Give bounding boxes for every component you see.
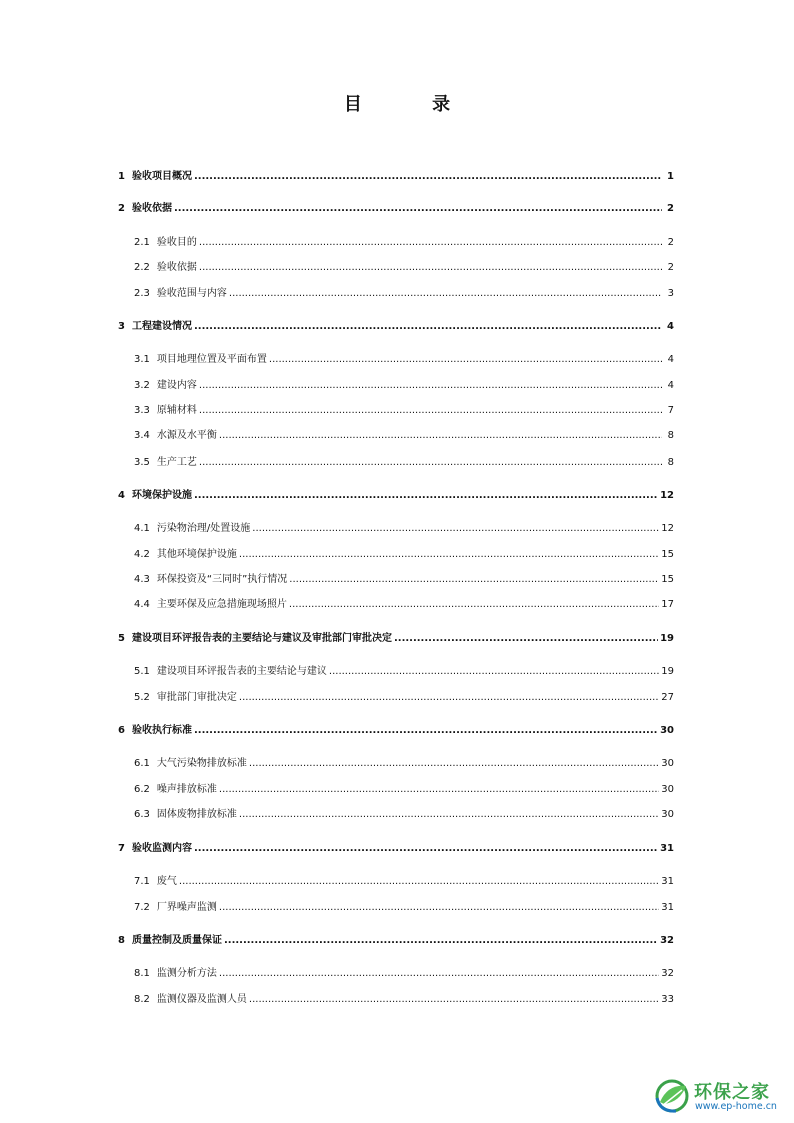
dot-leader [199, 456, 662, 468]
toc-entry-page: 15 [661, 574, 674, 585]
toc-entry-page: 2 [667, 203, 674, 214]
toc-entry-title: 验收项目概况 [131, 171, 192, 182]
toc-entry-number: 2.1 [134, 237, 150, 248]
toc-entry-page: 17 [661, 599, 674, 610]
toc-entry-title: 固体废物排放标准 [156, 809, 237, 820]
dot-leader [199, 379, 662, 391]
watermark-url: www.ep-home.cn [695, 1101, 777, 1112]
toc-entry-title: 监测分析方法 [156, 968, 217, 979]
toc-entry-title: 监测仪器及监测人员 [156, 994, 247, 1005]
toc-entry-title: 水源及水平衡 [156, 430, 217, 441]
dot-leader [252, 522, 659, 534]
toc-entry-title: 质量控制及质量保证 [131, 935, 222, 946]
toc-entry[interactable] [134, 287, 674, 301]
toc-entry-title: 验收依据 [156, 262, 197, 273]
toc-entry-number: 1 [118, 171, 125, 182]
toc-entry-title: 审批部门审批决定 [156, 692, 237, 703]
toc-entry[interactable] [118, 320, 674, 334]
toc-entry-title: 大气污染物排放标准 [156, 758, 247, 769]
toc-entry[interactable] [134, 691, 674, 705]
toc-entry-title: 验收目的 [156, 237, 197, 248]
dot-leader [194, 724, 658, 736]
toc-entry-page: 30 [661, 784, 674, 795]
toc-entry-number: 7 [118, 843, 125, 854]
toc-entry-number: 3.1 [134, 354, 150, 365]
dot-leader [219, 783, 659, 795]
toc-entry-page: 4 [667, 354, 674, 365]
toc-entry[interactable] [118, 202, 674, 216]
toc-entry[interactable] [118, 724, 674, 738]
toc-entry-number: 3.3 [134, 405, 150, 416]
toc-entry-title: 主要环保及应急措施现场照片 [156, 599, 287, 610]
toc-entry-title: 工程建设情况 [131, 321, 192, 332]
dot-leader [194, 489, 658, 501]
toc-entry-title: 建设内容 [156, 380, 197, 391]
page-title: 目 录 [343, 94, 483, 115]
toc-entry-number: 5.1 [134, 666, 150, 677]
toc-entry-number: 4.2 [134, 549, 150, 560]
toc-entry-number: 4.4 [134, 599, 150, 610]
toc-entry-page: 31 [661, 876, 674, 887]
dot-leader [219, 901, 659, 913]
toc-entry-page: 19 [661, 666, 674, 677]
toc-entry-title: 验收依据 [131, 203, 172, 214]
toc-entry-page: 30 [661, 809, 674, 820]
toc-entry-title: 噪声排放标准 [156, 784, 217, 795]
toc-entry[interactable] [118, 934, 674, 948]
toc-entry-number: 4.3 [134, 574, 150, 585]
dot-leader [269, 353, 662, 365]
toc-entry-number: 2.2 [134, 262, 150, 273]
toc-entry[interactable] [134, 573, 674, 587]
toc-entry-page: 31 [660, 843, 674, 854]
dot-leader [249, 757, 659, 769]
toc-entry-number: 6.3 [134, 809, 150, 820]
dot-leader [394, 632, 658, 644]
toc-entry-title: 原辅材料 [156, 405, 197, 416]
toc-entry-number: 4.1 [134, 523, 150, 534]
dot-leader [194, 320, 662, 332]
toc-entry-title: 废气 [156, 876, 177, 887]
toc-entry-number: 5.2 [134, 692, 150, 703]
toc-entry-page: 2 [667, 262, 674, 273]
dot-leader [199, 261, 662, 273]
dot-leader [194, 170, 662, 182]
toc-entry[interactable] [134, 404, 674, 418]
dot-leader [194, 842, 658, 854]
dot-leader [174, 202, 662, 214]
toc-entry[interactable] [134, 429, 674, 443]
toc-entry[interactable] [134, 456, 674, 470]
toc-entry-page: 12 [660, 490, 674, 501]
dot-leader [239, 691, 659, 703]
dot-leader [229, 287, 662, 299]
toc-entry[interactable] [134, 379, 674, 393]
dot-leader [219, 429, 662, 441]
toc-entry-title: 环保投资及“三同时”执行情况 [156, 574, 288, 585]
toc-entry-page: 15 [661, 549, 674, 560]
toc-entry-page: 2 [667, 237, 674, 248]
toc-entry-number: 3 [118, 321, 125, 332]
toc-entry-page: 32 [660, 935, 674, 946]
toc-entry-number: 5 [118, 633, 125, 644]
toc-entry-title: 验收范围与内容 [156, 288, 227, 299]
toc-entry-page: 4 [667, 321, 674, 332]
toc-entry[interactable] [134, 967, 674, 981]
toc-entry[interactable] [118, 632, 674, 646]
toc-entry-number: 3.2 [134, 380, 150, 391]
toc-entry[interactable] [134, 236, 674, 250]
toc-entry-page: 33 [661, 994, 674, 1005]
toc-entry-page: 4 [667, 380, 674, 391]
watermark-brand: 环保之家 [694, 1082, 770, 1103]
toc-entry[interactable] [118, 842, 674, 856]
toc-entry[interactable] [134, 901, 674, 915]
dot-leader [329, 665, 659, 677]
toc-entry-title: 厂界噪声监测 [156, 902, 217, 913]
dot-leader [224, 934, 658, 946]
toc-entry[interactable] [118, 489, 674, 503]
toc-entry-page: 30 [661, 758, 674, 769]
toc-entry[interactable] [134, 993, 674, 1007]
toc-entry-page: 8 [667, 430, 674, 441]
toc-entry-title: 项目地理位置及平面布置 [156, 354, 267, 365]
toc-entry-page: 8 [667, 457, 674, 468]
toc-entry[interactable] [134, 353, 674, 367]
toc-entry-page: 1 [667, 171, 674, 182]
dot-leader [289, 598, 659, 610]
toc-entry[interactable] [134, 757, 674, 771]
watermark-logo [652, 1072, 792, 1118]
toc-entry-page: 31 [661, 902, 674, 913]
toc-entry[interactable] [134, 665, 674, 679]
toc-entry-page: 12 [661, 523, 674, 534]
toc-entry-page: 3 [667, 288, 674, 299]
toc-entry-title: 建设项目环评报告表的主要结论与建议 [156, 666, 327, 677]
toc-entry[interactable] [118, 170, 674, 184]
toc-entry-title: 其他环境保护设施 [156, 549, 237, 560]
toc-entry-page: 27 [661, 692, 674, 703]
toc-entry-page: 32 [661, 968, 674, 979]
toc-entry-page: 19 [660, 633, 674, 644]
toc-entry[interactable] [134, 548, 674, 562]
dot-leader [239, 548, 659, 560]
toc-entry-number: 3.5 [134, 457, 150, 468]
toc-entry-number: 6 [118, 725, 125, 736]
toc-entry-number: 8 [118, 935, 125, 946]
toc-entry-title: 验收执行标准 [131, 725, 192, 736]
toc-entry-number: 4 [118, 490, 125, 501]
toc-entry-page: 7 [667, 405, 674, 416]
toc-entry-number: 2.3 [134, 288, 150, 299]
dot-leader [179, 875, 659, 887]
toc-entry-title: 生产工艺 [156, 457, 197, 468]
toc-entry-number: 7.2 [134, 902, 150, 913]
toc-entry-title: 环境保护设施 [131, 490, 192, 501]
toc-entry-number: 6.2 [134, 784, 150, 795]
toc-entry-page: 30 [660, 725, 674, 736]
toc-entry-number: 6.1 [134, 758, 150, 769]
toc-entry-title: 建设项目环评报告表的主要结论与建议及审批部门审批决定 [131, 633, 392, 644]
toc-entry[interactable] [134, 875, 674, 889]
dot-leader [289, 573, 659, 585]
toc-entry[interactable] [134, 522, 674, 536]
toc-entry-number: 8.2 [134, 994, 150, 1005]
toc-entry[interactable] [134, 598, 674, 612]
dot-leader [199, 236, 662, 248]
leaf-logo-icon [654, 1078, 690, 1114]
toc-entry-title: 验收监测内容 [131, 843, 192, 854]
toc-entry-number: 8.1 [134, 968, 150, 979]
dot-leader [239, 808, 659, 820]
toc-entry-number: 3.4 [134, 430, 150, 441]
toc-entry[interactable] [134, 783, 674, 797]
toc-entry-number: 2 [118, 203, 125, 214]
toc-entry[interactable] [134, 261, 674, 275]
dot-leader [219, 967, 659, 979]
dot-leader [249, 993, 659, 1005]
toc-entry[interactable] [134, 808, 674, 822]
toc-entry-number: 7.1 [134, 876, 150, 887]
dot-leader [199, 404, 662, 416]
toc-entry-title: 污染物治理/处置设施 [156, 523, 251, 534]
